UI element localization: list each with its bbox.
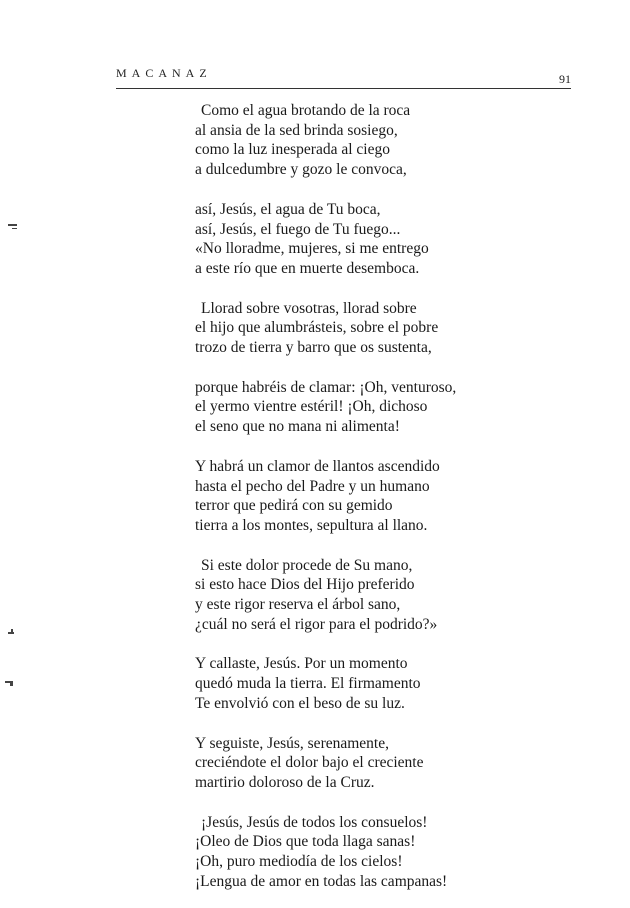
stanza [195, 200, 515, 279]
poem-line: ¿cuál no será el rigor para el podrido?» [195, 615, 438, 633]
poem-line: hasta el pecho del Padre y un humano [195, 477, 430, 495]
scan-speck [10, 683, 13, 686]
poem-line: a dulcedumbre y gozo le convoca, [195, 161, 407, 179]
poem-line: martirio doloroso de la Cruz. [195, 773, 375, 791]
poem-line: Llorad sobre vosotras, llorad sobre [201, 299, 417, 317]
stanza [195, 556, 515, 635]
page-header [116, 60, 571, 100]
stanza [195, 101, 515, 180]
poem-line: así, Jesús, el agua de Tu boca, [195, 200, 381, 218]
scan-speck [8, 224, 17, 226]
stanza [195, 378, 515, 437]
poem-line: el hijo que alumbrásteis, sobre el pobre [195, 319, 439, 337]
poem-line: como la luz inesperada al ciego [195, 141, 390, 159]
scan-speck [12, 228, 17, 229]
scan-speck [11, 629, 13, 634]
poem-line: y este rigor reserva el árbol sano, [195, 596, 401, 614]
poem-line: a este río que en muerte desemboca. [195, 259, 420, 277]
poem-line: Y callaste, Jesús. Por un momento [195, 655, 408, 673]
stanza [195, 457, 515, 536]
poem-line: porque habréis de clamar: ¡Oh, venturoso, [195, 378, 457, 396]
poem-line: quedó muda la tierra. El firmamento [195, 675, 421, 693]
poem-line: el yermo vientre estéril! ¡Oh, dichoso [195, 398, 428, 416]
poem-line: trozo de tierra y barro que os sustenta, [195, 339, 432, 357]
poem-line: Y habrá un clamor de llantos ascendido [195, 457, 440, 475]
poem [195, 101, 515, 892]
running-head: MACANAZ [116, 66, 212, 80]
stanza [195, 734, 515, 793]
poem-line: creciéndote el dolor bajo el creciente [195, 754, 424, 772]
page-number: 91 [559, 72, 571, 86]
stanza [195, 813, 515, 892]
poem-line: ¡Lengua de amor en todas las campanas! [195, 872, 448, 890]
poem-line: Te envolvió con el beso de su luz. [195, 694, 405, 712]
poem-line: Como el agua brotando de la roca [201, 102, 411, 119]
poem-line: ¡Jesús, Jesús de todos los consuelos! [201, 813, 428, 831]
poem-line: el seno que no mana ni alimenta! [195, 418, 400, 436]
header-rule [116, 88, 571, 89]
poem-line: al ansia de la sed brinda sosiego, [195, 121, 398, 139]
poem-line: tierra a los montes, sepultura al llano. [195, 516, 428, 534]
poem-line: Si este dolor procede de Su mano, [201, 556, 413, 574]
poem-line: si esto hace Dios del Hijo preferido [195, 576, 415, 594]
poem-line: terror que pedirá con su gemido [195, 497, 393, 515]
poem-line: ¡Oleo de Dios que toda llaga sanas! [195, 833, 416, 851]
stanza [195, 299, 515, 358]
poem-line: Y seguiste, Jesús, serenamente, [195, 734, 389, 752]
poem-line: así, Jesús, el fuego de Tu fuego... [195, 220, 401, 238]
poem-line: ¡Oh, puro mediodía de los cielos! [195, 853, 403, 871]
stanza [195, 654, 515, 713]
poem-line: «No lloradme, mujeres, si me entrego [195, 240, 429, 258]
